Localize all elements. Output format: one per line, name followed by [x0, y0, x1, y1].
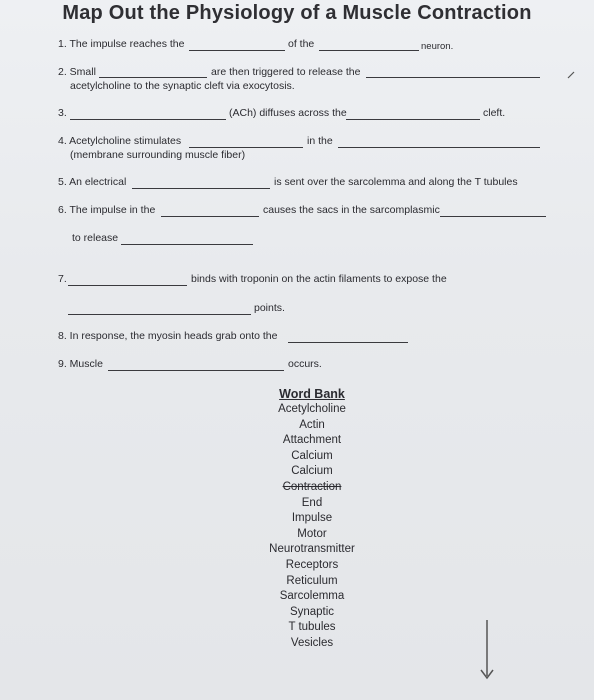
q4-text-c: (membrane surrounding muscle fiber) [70, 149, 246, 161]
q2-blank-2[interactable] [366, 77, 540, 78]
q4-text-b: in the [307, 135, 333, 147]
word-bank-item: Sarcolemma [279, 590, 345, 603]
q7-blank-1[interactable] [68, 285, 187, 286]
q8-blank-1[interactable] [288, 342, 408, 343]
word-bank-item: End [301, 496, 323, 509]
q8-text-a: 8. In response, the myosin heads grab onto the [58, 330, 278, 342]
q2-text-c: acetylcholine to the synaptic cleft via exocytosis. [70, 80, 295, 92]
q2-text-b: are then triggered to release the [211, 66, 361, 78]
q7-blank-2[interactable] [68, 314, 251, 315]
q6-blank-3[interactable] [121, 244, 253, 245]
q6-text-c: to release [72, 232, 119, 244]
q5-blank-1[interactable] [132, 188, 270, 189]
down-arrow-icon [478, 618, 496, 684]
q1-blank-2[interactable] [319, 50, 419, 51]
q6-blank-1[interactable] [161, 216, 259, 217]
word-bank-title: Word Bank [279, 387, 345, 401]
word-bank-item: T tubules [288, 621, 336, 634]
q3-blank-1[interactable] [70, 119, 226, 120]
q9-text-a: 9. Muscle [58, 358, 103, 370]
page-title: Map Out the Physiology of a Muscle Contraction [62, 2, 532, 24]
q9-text-b: occurs. [288, 358, 322, 370]
q3-blank-2[interactable] [346, 119, 480, 120]
q6-text-a: 6. The impulse in the [58, 204, 156, 216]
q1-text-c: neuron. [421, 41, 454, 52]
word-bank-item: Motor [297, 527, 327, 540]
q4-blank-2[interactable] [338, 147, 540, 148]
q5-text-a: 5. An electrical [58, 176, 127, 188]
q1-blank-1[interactable] [189, 50, 285, 51]
word-bank-item: Vesicles [290, 636, 334, 649]
word-bank-item: Acetylcholine [278, 403, 346, 415]
word-bank-item: Reticulum [286, 574, 338, 587]
q3-text-b: (ACh) diffuses across the [229, 107, 347, 119]
q4-text-a: 4. Acetylcholine stimulates [58, 135, 182, 147]
tick-mark-icon [566, 70, 576, 80]
q1-text-b: of the [288, 38, 315, 50]
q7-text-a: 7. [58, 273, 67, 285]
q2-text-a: 2. Small [58, 66, 96, 78]
q5-text-b: is sent over the sarcolemma and along the T tubules [274, 176, 518, 188]
q7-text-c: points. [254, 302, 285, 314]
q7-text-b: binds with troponin on the actin filaments to expose the [191, 273, 447, 285]
q6-blank-2[interactable] [440, 216, 546, 217]
q2-blank-1[interactable] [99, 77, 207, 78]
word-bank-item: Impulse [291, 512, 333, 525]
q3-text-a: 3. [58, 107, 67, 119]
word-bank-item: Attachment [282, 434, 342, 447]
word-bank-item: Calcium [291, 449, 333, 462]
word-bank [256, 386, 368, 652]
word-bank-item: Receptors [285, 558, 339, 571]
q3-text-c: cleft. [483, 107, 506, 119]
word-bank-item: Neurotransmitter [269, 543, 355, 556]
word-bank-item: Synaptic [289, 605, 335, 618]
word-bank-item: Contraction [282, 480, 342, 493]
q9-blank-1[interactable] [108, 370, 284, 371]
q4-blank-1[interactable] [189, 147, 303, 148]
q1-text-a: 1. The impulse reaches the [58, 38, 185, 50]
q6-text-b: causes the sacs in the sarcomplasmic [263, 204, 440, 216]
word-bank-item: Actin [299, 418, 325, 431]
word-bank-item: Calcium [291, 465, 333, 478]
